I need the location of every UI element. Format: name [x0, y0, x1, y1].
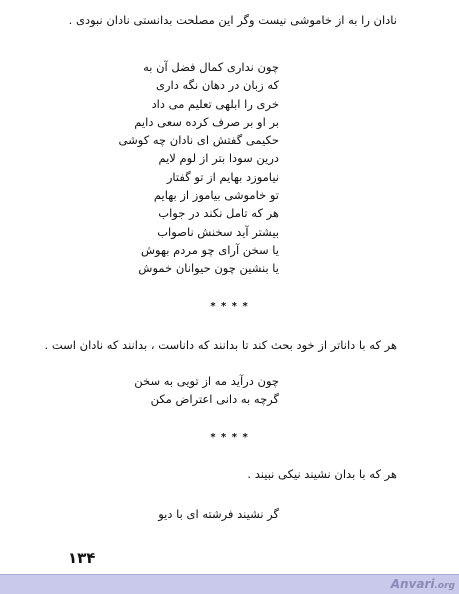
verse-line: درین سودا بتر از لوم لایم — [158, 151, 279, 166]
watermark-domain: .org — [434, 581, 455, 591]
verse-line: هر که تامل نکند در جواب — [158, 206, 279, 221]
verse-line: حکیمی گفتش ای نادان چه کوشی — [118, 133, 279, 148]
verse-line: نیاموزد بهایم از تو گفتار — [166, 169, 279, 184]
verse-line: خری را ابلهی تعلیم می داد — [151, 96, 279, 111]
verse-line: که زبان در دهان نگه داری — [155, 78, 279, 93]
section-separator: * * * * — [210, 432, 249, 443]
footer-bar — [0, 574, 459, 594]
section-separator: * * * * — [210, 301, 249, 312]
verse-line: گر نشیند فرشته ای با دیو — [158, 507, 279, 521]
verse-line: یا سخن آرای چو مردم بهوش — [140, 242, 279, 257]
story-3-intro: هر که با بدان نشیند نیکی نبیند . — [247, 467, 397, 481]
story-1-intro: نادان را به از خاموشی نیست وگر این مصلحت بدانستی نادان نبودی . — [68, 13, 397, 27]
verse-line: یا بنشین چون حیوانان خموش — [138, 261, 279, 276]
verse-line: بر او بر صرف کرده سعی دایم — [134, 114, 279, 129]
verse-line: گرچه به دانی اعتراض مکن — [150, 392, 279, 407]
verse-line: چون درآید مه از تویی به سخن — [134, 374, 279, 388]
page-number: ۱۳۴ — [68, 549, 96, 567]
story-1-verses — [119, 58, 279, 278]
story-2-intro: هر که با داناتر از خود بحث کند تا بدانند که داناست ، بدانند که نادان است . — [44, 338, 397, 352]
watermark-name: Anvari — [390, 577, 435, 591]
verse-line: چون نداری کمال فضل آن به — [143, 60, 279, 74]
story-3-verses — [158, 505, 279, 523]
verse-line: بیشتر آید سخنش ناصواب — [157, 224, 279, 239]
site-watermark — [391, 577, 455, 591]
story-2-verses — [134, 372, 279, 409]
verse-line: تو خاموشی بیاموز از بهایم — [153, 188, 279, 203]
